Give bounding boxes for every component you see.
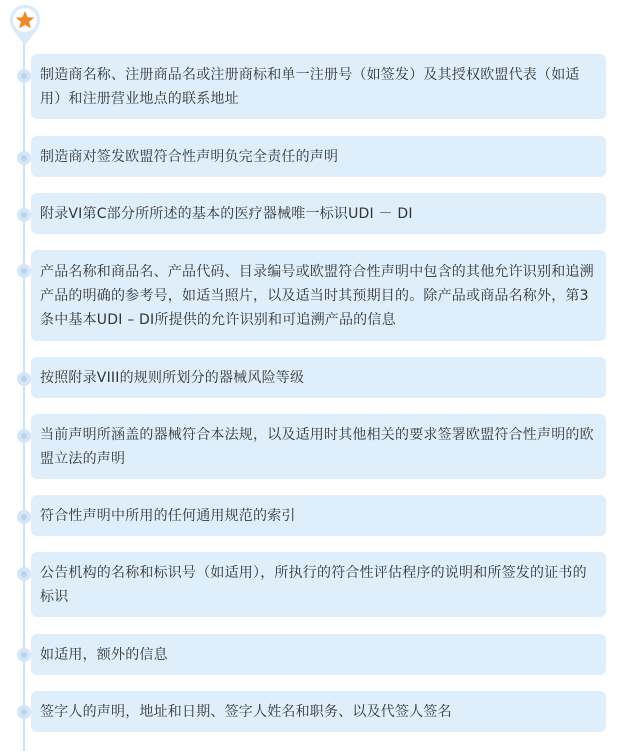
bottom-decoration bbox=[31, 744, 71, 751]
list-item bbox=[31, 54, 606, 119]
list-item bbox=[31, 414, 606, 479]
timeline-line bbox=[23, 40, 25, 751]
timeline-dot bbox=[17, 648, 31, 662]
timeline-dot bbox=[17, 151, 31, 165]
list-item-text: 如适用，额外的信息 bbox=[40, 646, 168, 663]
timeline-dot bbox=[17, 429, 31, 443]
timeline-dot bbox=[17, 264, 31, 278]
list-item-text: 附录VI第C部分所所述的基本的医疗器械唯一标识UDI － DI bbox=[40, 205, 413, 222]
list-item-text: 当前声明所涵盖的器械符合本法规，以及适用时其他相关的要求签署欧盟符合性声明的欧盟立法的声明 bbox=[40, 426, 594, 467]
list-item bbox=[31, 552, 606, 617]
list-item bbox=[31, 357, 606, 398]
list-item-text: 制造商对签发欧盟符合性声明负完全责任的声明 bbox=[40, 148, 339, 165]
timeline-dot bbox=[17, 69, 31, 83]
list-item bbox=[31, 634, 606, 675]
list-item-text: 公告机构的名称和标识号（如适用），所执行的符合性评估程序的说明和所签发的证书的标识 bbox=[40, 564, 587, 605]
timeline-dot bbox=[17, 567, 31, 581]
timeline-dot bbox=[17, 208, 31, 222]
list-item bbox=[31, 691, 606, 732]
star-icon bbox=[8, 4, 42, 46]
list-item bbox=[31, 495, 606, 536]
list-item bbox=[31, 250, 606, 341]
list-item bbox=[31, 136, 606, 177]
list-item-text: 按照附录VIII的规则所划分的器械风险等级 bbox=[40, 369, 305, 386]
list-item bbox=[31, 193, 606, 234]
list-item-text: 符合性声明中所用的任何通用规范的索引 bbox=[40, 507, 296, 524]
list-item-text: 制造商名称、注册商品名或注册商标和单一注册号（如签发）及其授权欧盟代表（如适用）和注册营业地点的联系地址 bbox=[40, 66, 580, 107]
timeline-dot bbox=[17, 372, 31, 386]
header-pin bbox=[8, 4, 42, 46]
timeline-dot bbox=[17, 705, 31, 719]
list-item-text: 签字人的声明，地址和日期、签字人姓名和职务、以及代签人签名 bbox=[40, 703, 452, 720]
list-item-text: 产品名称和商品名、产品代码、目录编号或欧盟符合性声明中包含的其他允许识别和追溯产品的明确的参考号，如适当照片，以及适当时其预期目的。除产品或商品名称外，第3条中基本UDI – DI所提供的允许识别和可追溯产品的信息 bbox=[40, 263, 594, 328]
timeline-dot bbox=[17, 510, 31, 524]
